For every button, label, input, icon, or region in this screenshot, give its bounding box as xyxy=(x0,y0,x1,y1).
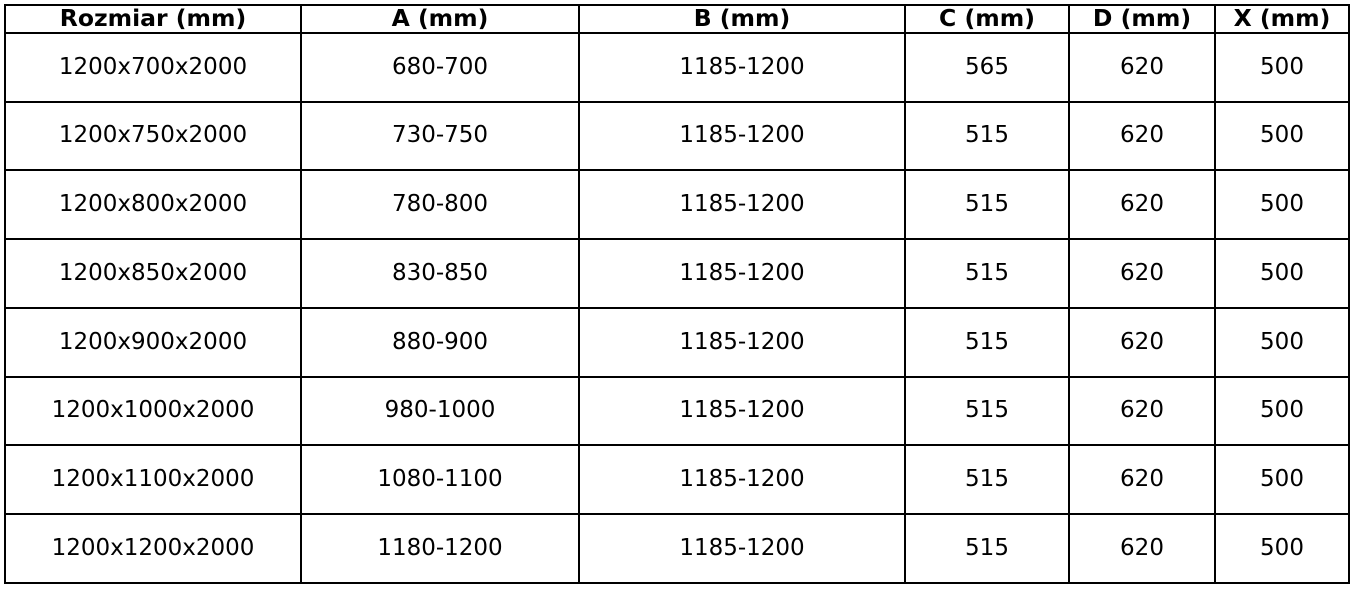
cell-d: 620 xyxy=(1069,33,1215,102)
table-row xyxy=(5,514,1349,583)
cell-rozmiar: 1200x850x2000 xyxy=(5,239,301,308)
table-row xyxy=(5,170,1349,239)
table-row xyxy=(5,377,1349,446)
column-header-b: B (mm) xyxy=(579,5,905,33)
cell-d: 620 xyxy=(1069,170,1215,239)
table-body xyxy=(5,33,1349,583)
cell-x: 500 xyxy=(1215,170,1349,239)
column-header-x: X (mm) xyxy=(1215,5,1349,33)
cell-b: 1185-1200 xyxy=(579,514,905,583)
cell-x: 500 xyxy=(1215,514,1349,583)
cell-rozmiar: 1200x900x2000 xyxy=(5,308,301,377)
cell-c: 515 xyxy=(905,239,1069,308)
cell-x: 500 xyxy=(1215,102,1349,171)
cell-b: 1185-1200 xyxy=(579,102,905,171)
cell-a: 1080-1100 xyxy=(301,445,579,514)
cell-rozmiar: 1200x750x2000 xyxy=(5,102,301,171)
table-row xyxy=(5,239,1349,308)
cell-c: 515 xyxy=(905,445,1069,514)
column-header-a: A (mm) xyxy=(301,5,579,33)
cell-a: 730-750 xyxy=(301,102,579,171)
cell-x: 500 xyxy=(1215,445,1349,514)
cell-a: 1180-1200 xyxy=(301,514,579,583)
cell-x: 500 xyxy=(1215,33,1349,102)
cell-b: 1185-1200 xyxy=(579,33,905,102)
cell-a: 980-1000 xyxy=(301,377,579,446)
column-header-rozmiar: Rozmiar (mm) xyxy=(5,5,301,33)
cell-b: 1185-1200 xyxy=(579,445,905,514)
cell-rozmiar: 1200x1000x2000 xyxy=(5,377,301,446)
table-head xyxy=(5,5,1349,33)
cell-b: 1185-1200 xyxy=(579,377,905,446)
cell-d: 620 xyxy=(1069,239,1215,308)
cell-a: 680-700 xyxy=(301,33,579,102)
cell-c: 515 xyxy=(905,170,1069,239)
cell-rozmiar: 1200x800x2000 xyxy=(5,170,301,239)
cell-d: 620 xyxy=(1069,377,1215,446)
column-header-c: C (mm) xyxy=(905,5,1069,33)
cell-b: 1185-1200 xyxy=(579,308,905,377)
cell-c: 515 xyxy=(905,377,1069,446)
cell-a: 780-800 xyxy=(301,170,579,239)
cell-rozmiar: 1200x1200x2000 xyxy=(5,514,301,583)
table-header-row xyxy=(5,5,1349,33)
table-row xyxy=(5,308,1349,377)
cell-b: 1185-1200 xyxy=(579,239,905,308)
column-header-d: D (mm) xyxy=(1069,5,1215,33)
cell-d: 620 xyxy=(1069,514,1215,583)
cell-a: 830-850 xyxy=(301,239,579,308)
cell-c: 515 xyxy=(905,102,1069,171)
cell-rozmiar: 1200x700x2000 xyxy=(5,33,301,102)
cell-d: 620 xyxy=(1069,102,1215,171)
table-row xyxy=(5,33,1349,102)
cell-c: 515 xyxy=(905,308,1069,377)
cell-c: 515 xyxy=(905,514,1069,583)
dimensions-table xyxy=(4,4,1350,584)
cell-x: 500 xyxy=(1215,308,1349,377)
cell-d: 620 xyxy=(1069,445,1215,514)
cell-c: 565 xyxy=(905,33,1069,102)
cell-x: 500 xyxy=(1215,239,1349,308)
cell-rozmiar: 1200x1100x2000 xyxy=(5,445,301,514)
table-row xyxy=(5,102,1349,171)
cell-x: 500 xyxy=(1215,377,1349,446)
cell-a: 880-900 xyxy=(301,308,579,377)
cell-b: 1185-1200 xyxy=(579,170,905,239)
cell-d: 620 xyxy=(1069,308,1215,377)
table-row xyxy=(5,445,1349,514)
